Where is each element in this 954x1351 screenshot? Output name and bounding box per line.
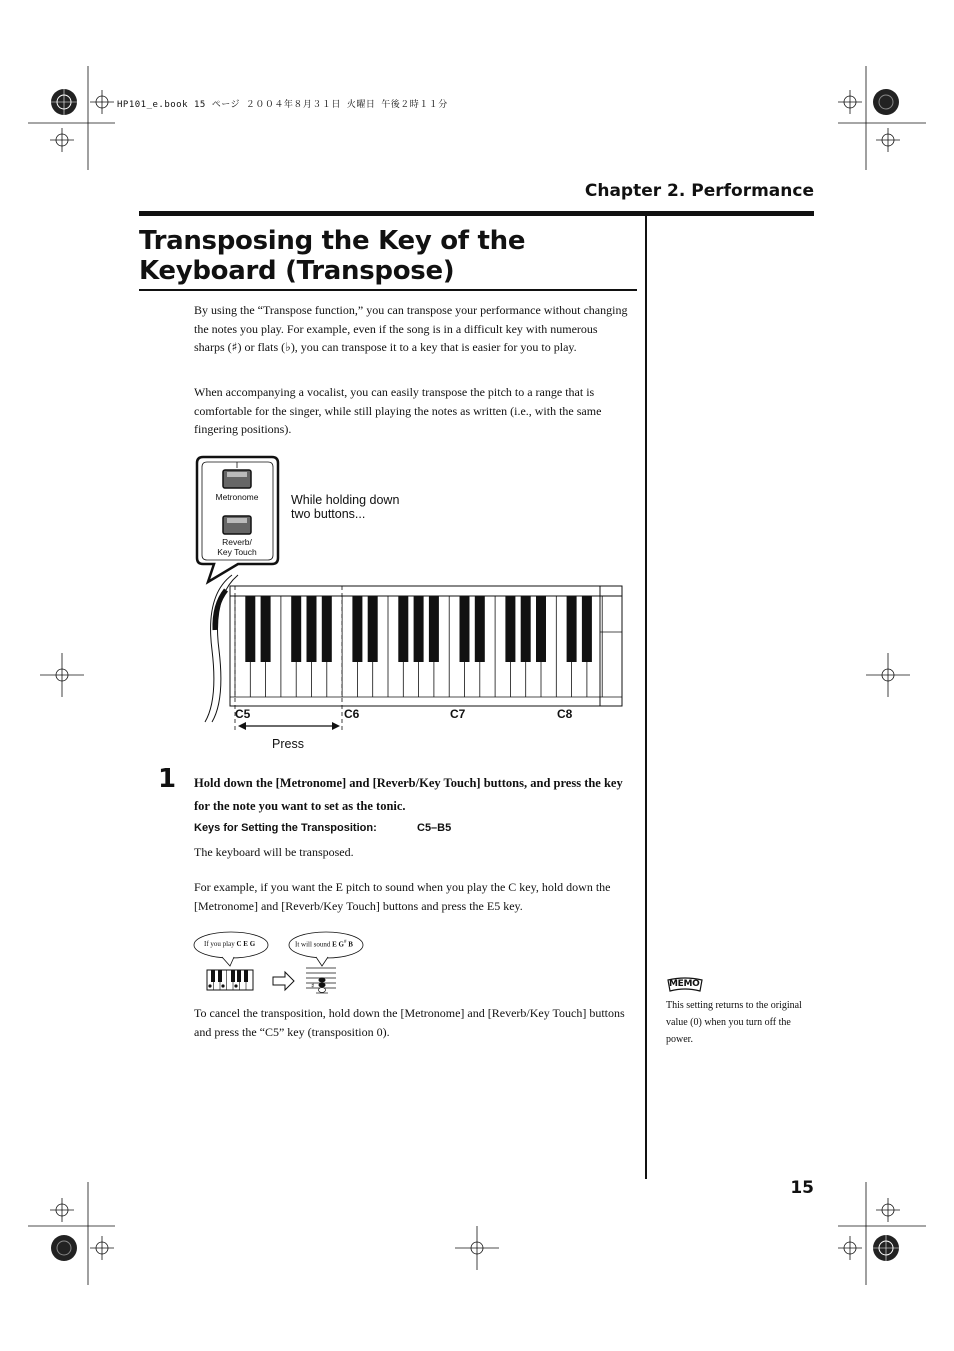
memo-text: This setting returns to the original value (0) when you turn off the power.: [666, 1000, 802, 1045]
keys-label: Keys for Setting the Transposition:: [194, 822, 377, 834]
black-key: [322, 596, 332, 662]
press-label: Press: [272, 737, 304, 751]
black-key: [352, 596, 362, 662]
intro-paragraph-2: When accompanying a vocalist, you can easily transpose the pitch to a range that is comfortable for the singer, while still playing the notes as written (i.e., with the same fingering positions).: [194, 385, 602, 436]
black-key: [505, 596, 515, 662]
print-header-meta: HP101_e.book 15 ページ ２００４年８月３１日 火曜日 午後２時１１分: [117, 100, 448, 110]
svg-text:♯: ♯: [311, 982, 315, 990]
label-c8: C8: [557, 707, 573, 721]
black-key: [567, 596, 577, 662]
label-c6: C6: [344, 707, 360, 721]
black-key: [536, 596, 546, 662]
black-key: [582, 596, 592, 662]
page-number: 15: [790, 1178, 814, 1198]
holding-instruction: While holding down two buttons...: [291, 493, 400, 521]
black-key: [398, 596, 408, 662]
memo-icon: MEMO: [666, 977, 704, 993]
keys-value: C5–B5: [417, 822, 452, 834]
flat-icon: ♭: [285, 340, 291, 354]
step-number: 1: [158, 764, 177, 794]
black-key: [307, 596, 317, 662]
label-c5: C5: [235, 707, 251, 721]
black-key: [261, 596, 271, 662]
title-underline: [139, 289, 637, 291]
step-instruction: Hold down the [Metronome] and [Reverb/Key Touch] buttons, and press the key for the note you want to set as the tonic.: [194, 776, 623, 813]
intro-paragraph-1: By using the “Transpose function,” you can transpose your performance without changing the notes you play. For example, even if the song is in a difficult key with numerous sharps (♯) or flats (♭), you can transpose it to a key that is easier for you to play.: [194, 303, 628, 354]
black-key: [414, 596, 424, 662]
reverb-label: Reverb/ Key Touch: [217, 537, 257, 557]
chapter-title: Chapter 2. Performance: [584, 181, 814, 201]
label-c7: C7: [450, 707, 466, 721]
sharp-icon: ♯: [231, 340, 238, 354]
example-text: For example, if you want the E pitch to sound when you play the C key, hold down the [Metronome] and [Reverb/Key Touch] buttons and press the E5 key.: [194, 880, 611, 913]
bubble-sound: It will sound E G# B: [295, 940, 353, 949]
result-text: The keyboard will be transposed.: [194, 845, 354, 859]
black-key: [429, 596, 439, 662]
bubble-play: If you play C E G: [204, 940, 256, 948]
black-key: [368, 596, 378, 662]
black-key: [245, 596, 255, 662]
black-key: [291, 596, 301, 662]
top-rule: [139, 211, 814, 216]
black-key: [460, 596, 470, 662]
arrow-right-icon: [273, 972, 294, 990]
black-key: [521, 596, 531, 662]
black-key: [475, 596, 485, 662]
section-title: Transposing the Key of the Keyboard (Transpose): [139, 226, 526, 286]
margin-divider: [645, 216, 647, 1179]
metronome-label: Metronome: [215, 492, 259, 502]
cancel-text: To cancel the transposition, hold down the [Metronome] and [Reverb/Key Touch] buttons and press the “C5” key (transposition 0).: [194, 1006, 625, 1039]
